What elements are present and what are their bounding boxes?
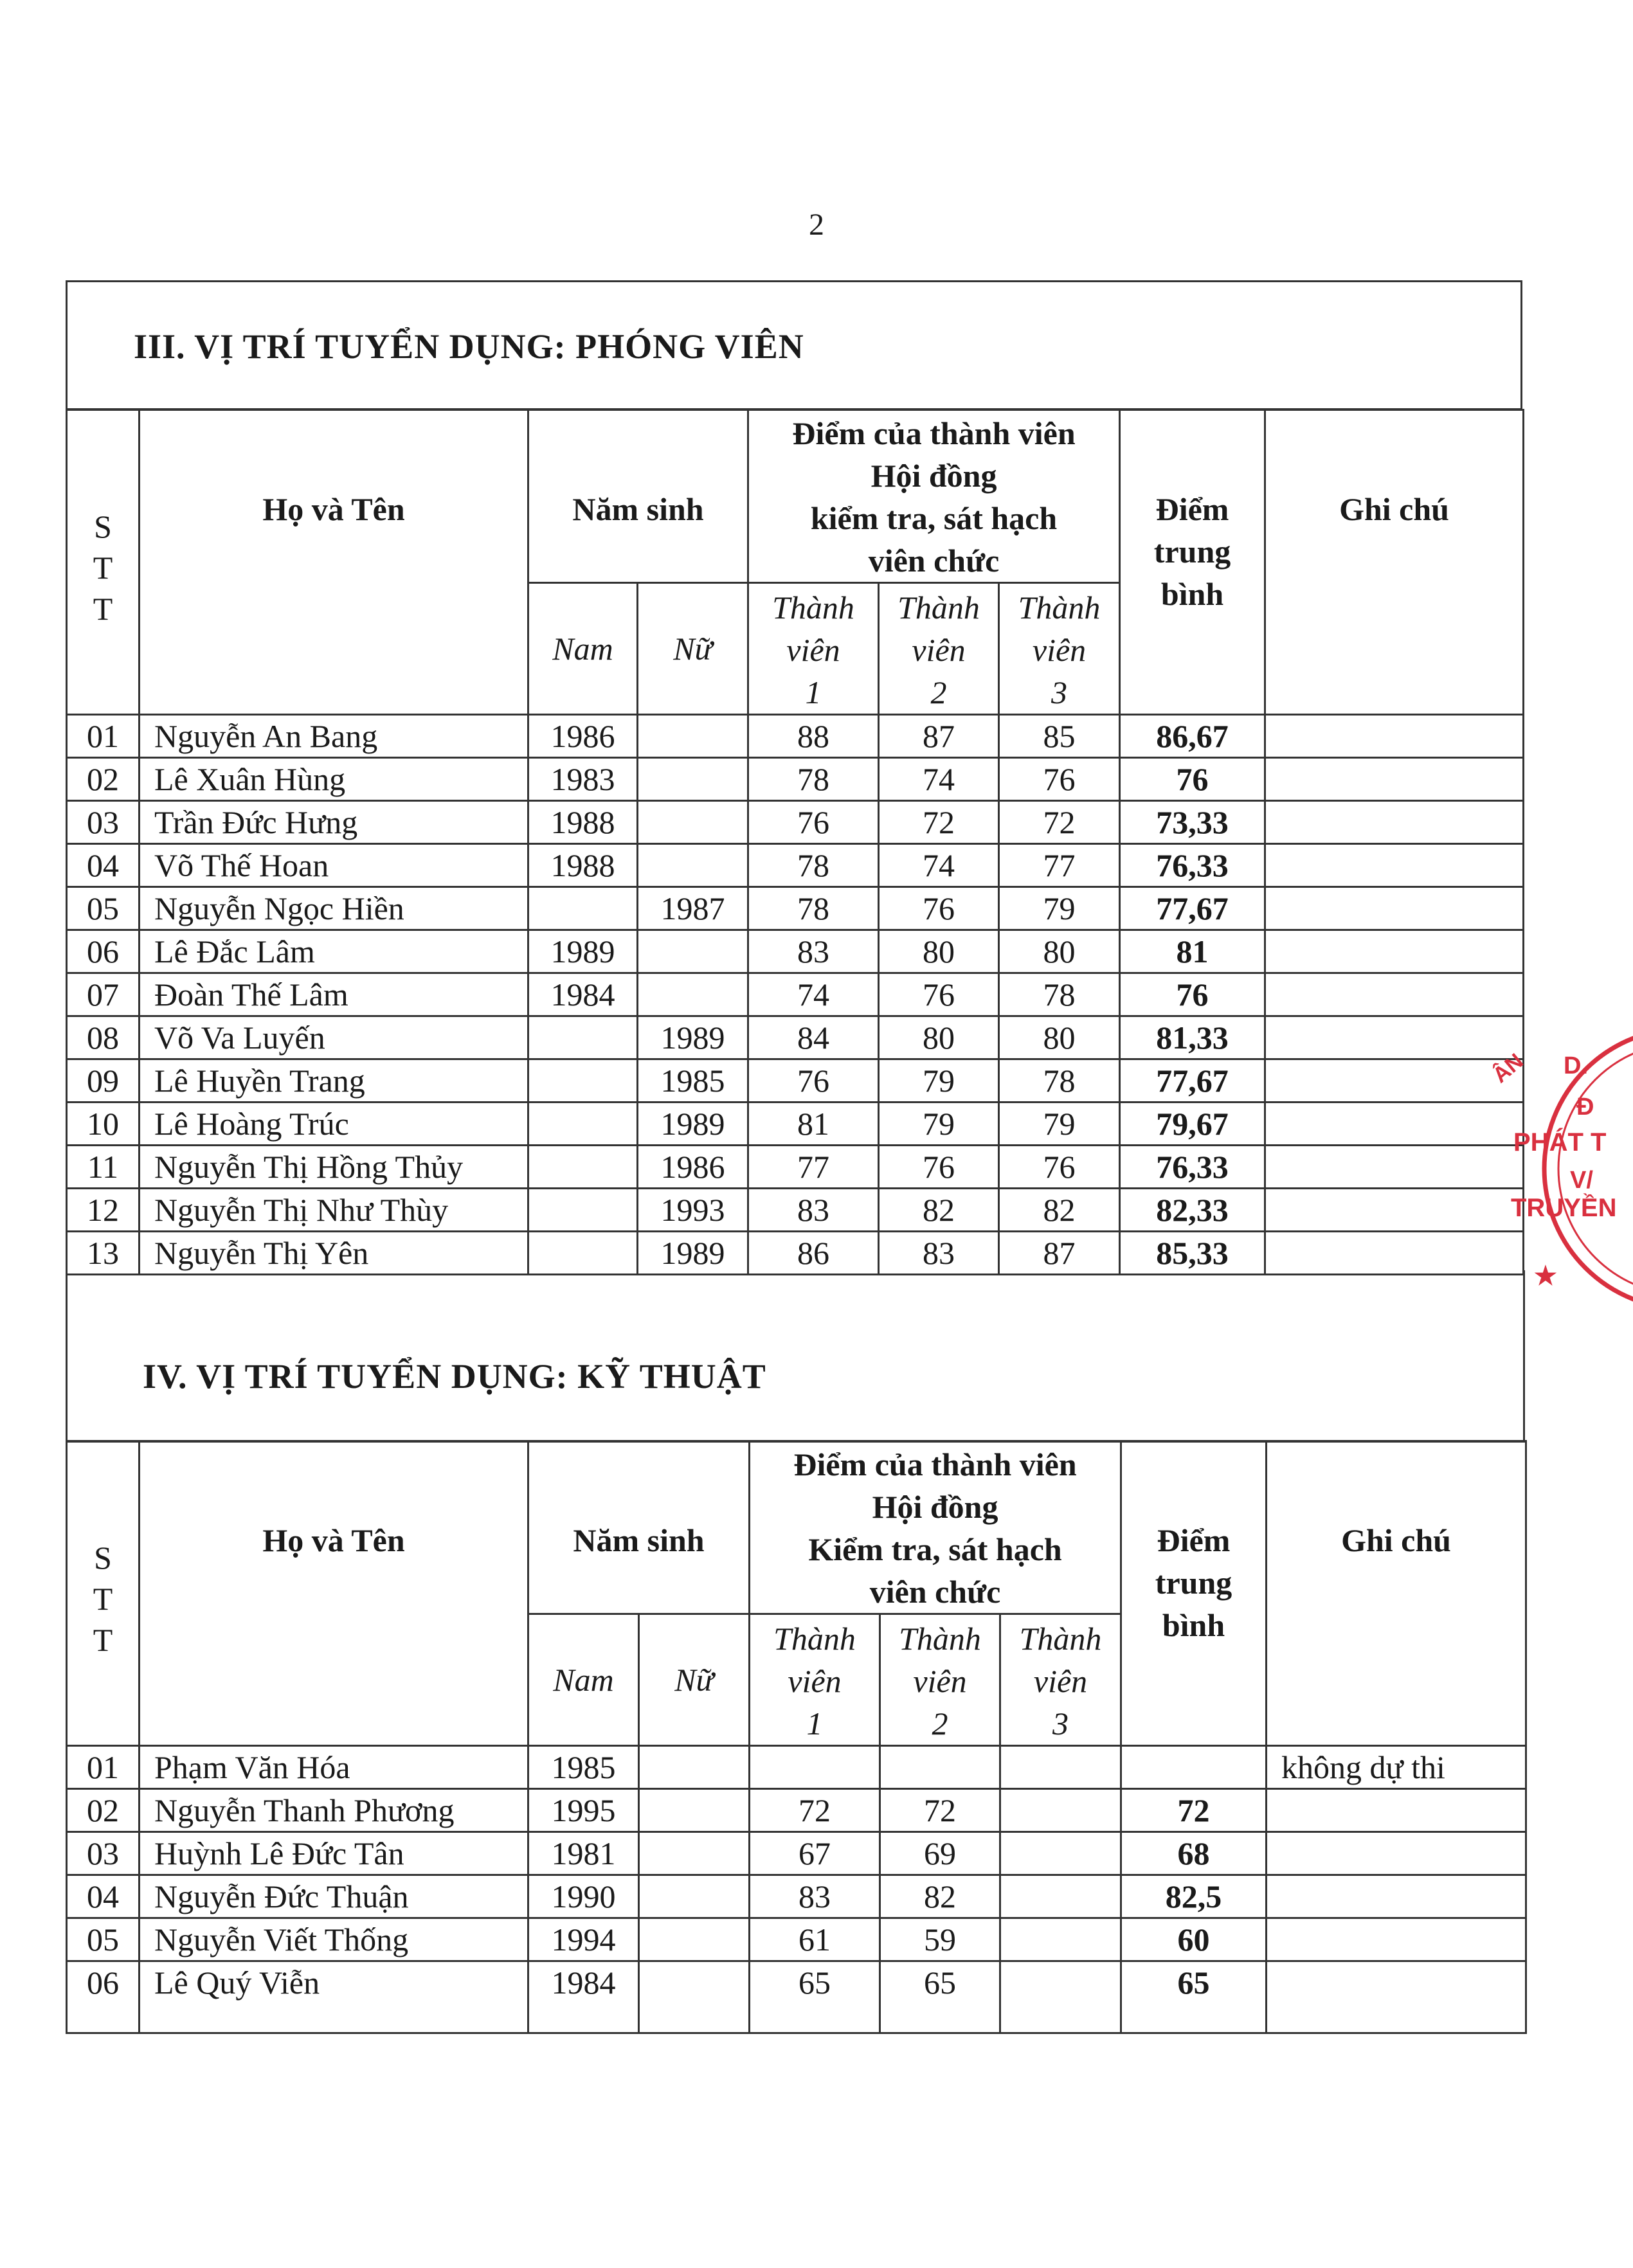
cell-female-year bbox=[638, 758, 748, 801]
cell-male-year: 1988 bbox=[528, 844, 638, 887]
cell-score-2: 80 bbox=[879, 930, 999, 973]
table-row bbox=[67, 1102, 1524, 1146]
cell-note bbox=[1265, 1189, 1524, 1232]
cell-note bbox=[1265, 930, 1524, 973]
cell-score-2: 69 bbox=[880, 1832, 1000, 1875]
cell-average: 73,33 bbox=[1120, 801, 1265, 844]
cell-stt: 03 bbox=[67, 801, 140, 844]
cell-stt: 04 bbox=[67, 1875, 140, 1918]
cell-male-year: 1981 bbox=[528, 1832, 639, 1875]
cell-note bbox=[1265, 1146, 1524, 1189]
cell-average: 81,33 bbox=[1120, 1016, 1265, 1059]
cell-score-2: 80 bbox=[879, 1016, 999, 1059]
cell-note bbox=[1265, 1102, 1524, 1146]
cell-score-1 bbox=[750, 1746, 880, 1789]
cell-average: 82,5 bbox=[1121, 1875, 1267, 1918]
cell-average: 72 bbox=[1121, 1789, 1267, 1832]
cell-score-1: 83 bbox=[748, 1189, 879, 1232]
cell-score-3: 80 bbox=[999, 1016, 1120, 1059]
cell-score-3: 78 bbox=[999, 1059, 1120, 1102]
cell-female-year: 1986 bbox=[638, 1146, 748, 1189]
cell-score-2: 87 bbox=[879, 715, 999, 758]
cell-name: Nguyễn Đức Thuận bbox=[140, 1875, 528, 1918]
cell-male-year bbox=[528, 1232, 638, 1275]
cell-female-year bbox=[638, 715, 748, 758]
cell-score-3: 78 bbox=[999, 973, 1120, 1016]
cell-stt: 06 bbox=[67, 930, 140, 973]
cell-name: Nguyễn Thị Như Thùy bbox=[140, 1189, 528, 1232]
table-row bbox=[67, 715, 1524, 758]
cell-name: Trần Đức Hưng bbox=[140, 801, 528, 844]
cell-score-3 bbox=[1000, 1961, 1121, 2033]
cell-stt: 03 bbox=[67, 1832, 140, 1875]
table-row bbox=[67, 1789, 1526, 1832]
header-name: Họ và Tên bbox=[140, 1441, 528, 1746]
cell-female-year: 1985 bbox=[638, 1059, 748, 1102]
cell-score-1: 78 bbox=[748, 844, 879, 887]
cell-female-year: 1989 bbox=[638, 1016, 748, 1059]
cell-score-3: 76 bbox=[999, 758, 1120, 801]
cell-note: không dự thi bbox=[1267, 1746, 1526, 1789]
cell-score-2 bbox=[880, 1746, 1000, 1789]
table-row bbox=[67, 1875, 1526, 1918]
cell-score-3: 79 bbox=[999, 887, 1120, 930]
cell-female-year bbox=[638, 844, 748, 887]
cell-score-3 bbox=[1000, 1875, 1121, 1918]
table-row bbox=[67, 1146, 1524, 1189]
cell-female-year bbox=[638, 930, 748, 973]
cell-note bbox=[1265, 1232, 1524, 1275]
cell-female-year: 1989 bbox=[638, 1232, 748, 1275]
cell-female-year: 1987 bbox=[638, 887, 748, 930]
cell-name: Nguyễn An Bang bbox=[140, 715, 528, 758]
table-row bbox=[67, 1059, 1524, 1102]
table-row bbox=[67, 844, 1524, 887]
cell-score-2: 74 bbox=[879, 758, 999, 801]
cell-score-1: 84 bbox=[748, 1016, 879, 1059]
cell-average: 68 bbox=[1121, 1832, 1267, 1875]
cell-score-1: 67 bbox=[750, 1832, 880, 1875]
cell-score-1: 83 bbox=[750, 1875, 880, 1918]
table-row bbox=[67, 1232, 1524, 1275]
table-row bbox=[67, 973, 1524, 1016]
cell-score-1: 72 bbox=[750, 1789, 880, 1832]
cell-score-2: 65 bbox=[880, 1961, 1000, 2033]
header-member-scores: Điểm của thành viên Hội đồng Kiểm tra, sát hạch viên chức bbox=[750, 1441, 1121, 1614]
cell-score-1: 78 bbox=[748, 887, 879, 930]
section-4-title: IV. VỊ TRÍ TUYỂN DỤNG: KỸ THUẬT bbox=[143, 1357, 766, 1396]
cell-note bbox=[1267, 1789, 1526, 1832]
table-row bbox=[67, 887, 1524, 930]
header-note: Ghi chú bbox=[1265, 410, 1524, 715]
seal-text-4: PHÁT T bbox=[1513, 1128, 1607, 1156]
cell-male-year: 1988 bbox=[528, 801, 638, 844]
cell-score-2: 83 bbox=[879, 1232, 999, 1275]
cell-average: 76 bbox=[1120, 758, 1265, 801]
cell-stt: 11 bbox=[67, 1146, 140, 1189]
cell-score-1: 65 bbox=[750, 1961, 880, 2033]
cell-score-1: 83 bbox=[748, 930, 879, 973]
cell-average bbox=[1121, 1746, 1267, 1789]
cell-note bbox=[1265, 1016, 1524, 1059]
section-3-table bbox=[66, 409, 1524, 1275]
cell-male-year bbox=[528, 1102, 638, 1146]
cell-stt: 13 bbox=[67, 1232, 140, 1275]
cell-male-year: 1983 bbox=[528, 758, 638, 801]
cell-male-year: 1984 bbox=[528, 1961, 639, 2033]
cell-male-year: 1986 bbox=[528, 715, 638, 758]
cell-female-year bbox=[639, 1832, 750, 1875]
cell-name: Lê Huyền Trang bbox=[140, 1059, 528, 1102]
cell-average: 65 bbox=[1121, 1961, 1267, 2033]
cell-name: Lê Xuân Hùng bbox=[140, 758, 528, 801]
cell-stt: 12 bbox=[67, 1189, 140, 1232]
cell-score-2: 59 bbox=[880, 1918, 1000, 1961]
cell-female-year bbox=[639, 1746, 750, 1789]
cell-stt: 09 bbox=[67, 1059, 140, 1102]
cell-score-3: 87 bbox=[999, 1232, 1120, 1275]
cell-score-3: 80 bbox=[999, 930, 1120, 973]
header-birth-year: Năm sinh bbox=[528, 410, 748, 583]
header-member-2: Thành viên 2 bbox=[879, 583, 999, 715]
cell-stt: 10 bbox=[67, 1102, 140, 1146]
cell-score-1: 86 bbox=[748, 1232, 879, 1275]
cell-score-3: 79 bbox=[999, 1102, 1120, 1146]
cell-male-year bbox=[528, 1189, 638, 1232]
cell-female-year bbox=[639, 1918, 750, 1961]
cell-score-1: 76 bbox=[748, 801, 879, 844]
cell-score-2: 79 bbox=[879, 1102, 999, 1146]
cell-score-3 bbox=[1000, 1746, 1121, 1789]
cell-stt: 07 bbox=[67, 973, 140, 1016]
header-stt: S T T bbox=[67, 1441, 140, 1746]
cell-name: Lê Đắc Lâm bbox=[140, 930, 528, 973]
cell-female-year bbox=[639, 1789, 750, 1832]
table-row bbox=[67, 930, 1524, 973]
cell-note bbox=[1265, 758, 1524, 801]
cell-average: 60 bbox=[1121, 1918, 1267, 1961]
cell-name: Nguyễn Thanh Phương bbox=[140, 1789, 528, 1832]
seal-text-3: Đ bbox=[1576, 1094, 1594, 1120]
cell-average: 76,33 bbox=[1120, 1146, 1265, 1189]
cell-score-1: 74 bbox=[748, 973, 879, 1016]
cell-note bbox=[1267, 1918, 1526, 1961]
cell-stt: 01 bbox=[67, 1746, 140, 1789]
cell-female-year bbox=[639, 1875, 750, 1918]
seal-text-6: TRUYỀN bbox=[1511, 1194, 1617, 1222]
cell-name: Nguyễn Viết Thống bbox=[140, 1918, 528, 1961]
cell-name: Lê Quý Viễn bbox=[140, 1961, 528, 2033]
cell-male-year: 1984 bbox=[528, 973, 638, 1016]
cell-note bbox=[1265, 715, 1524, 758]
cell-average: 77,67 bbox=[1120, 1059, 1265, 1102]
cell-note bbox=[1265, 887, 1524, 930]
cell-score-3: 77 bbox=[999, 844, 1120, 887]
cell-stt: 02 bbox=[67, 1789, 140, 1832]
table-row bbox=[67, 1918, 1526, 1961]
cell-name: Lê Hoàng Trúc bbox=[140, 1102, 528, 1146]
seal-text-5: V/ bbox=[1570, 1167, 1593, 1194]
cell-score-1: 76 bbox=[748, 1059, 879, 1102]
cell-score-3 bbox=[1000, 1789, 1121, 1832]
cell-stt: 02 bbox=[67, 758, 140, 801]
cell-score-1: 88 bbox=[748, 715, 879, 758]
cell-female-year: 1993 bbox=[638, 1189, 748, 1232]
cell-score-2: 72 bbox=[880, 1789, 1000, 1832]
cell-score-3 bbox=[1000, 1832, 1121, 1875]
cell-average: 81 bbox=[1120, 930, 1265, 973]
cell-note bbox=[1267, 1875, 1526, 1918]
section-3-title: III. VỊ TRÍ TUYỂN DỤNG: PHÓNG VIÊN bbox=[134, 327, 804, 366]
cell-score-2: 79 bbox=[879, 1059, 999, 1102]
cell-note bbox=[1267, 1961, 1526, 2033]
cell-score-2: 76 bbox=[879, 973, 999, 1016]
cell-score-1: 61 bbox=[750, 1918, 880, 1961]
cell-score-2: 76 bbox=[879, 887, 999, 930]
cell-score-3: 85 bbox=[999, 715, 1120, 758]
header-member-1: Thành viên 1 bbox=[750, 1614, 880, 1746]
cell-female-year bbox=[638, 973, 748, 1016]
cell-male-year bbox=[528, 887, 638, 930]
cell-score-3 bbox=[1000, 1918, 1121, 1961]
cell-note bbox=[1265, 1059, 1524, 1102]
cell-stt: 01 bbox=[67, 715, 140, 758]
seal-text-1: ÂN bbox=[1488, 1048, 1528, 1088]
cell-average: 79,67 bbox=[1120, 1102, 1265, 1146]
cell-name: Võ Va Luyến bbox=[140, 1016, 528, 1059]
header-female: Nữ bbox=[638, 583, 748, 715]
table-row bbox=[67, 1832, 1526, 1875]
cell-score-3: 82 bbox=[999, 1189, 1120, 1232]
cell-female-year bbox=[638, 801, 748, 844]
cell-average: 76 bbox=[1120, 973, 1265, 1016]
cell-note bbox=[1265, 973, 1524, 1016]
table-row bbox=[67, 1746, 1526, 1789]
cell-name: Phạm Văn Hóa bbox=[140, 1746, 528, 1789]
header-member-1: Thành viên 1 bbox=[748, 583, 879, 715]
cell-score-2: 82 bbox=[880, 1875, 1000, 1918]
cell-average: 76,33 bbox=[1120, 844, 1265, 887]
header-male: Nam bbox=[528, 583, 638, 715]
cell-name: Nguyễn Ngọc Hiền bbox=[140, 887, 528, 930]
cell-score-2: 74 bbox=[879, 844, 999, 887]
cell-score-3: 76 bbox=[999, 1146, 1120, 1189]
cell-score-1: 77 bbox=[748, 1146, 879, 1189]
table-row bbox=[67, 1961, 1526, 2033]
cell-note bbox=[1265, 844, 1524, 887]
cell-stt: 05 bbox=[67, 887, 140, 930]
cell-name: Huỳnh Lê Đức Tân bbox=[140, 1832, 528, 1875]
section-4-table bbox=[66, 1440, 1527, 2034]
cell-note bbox=[1265, 801, 1524, 844]
cell-score-2: 76 bbox=[879, 1146, 999, 1189]
header-member-3: Thành viên 3 bbox=[1000, 1614, 1121, 1746]
cell-female-year bbox=[639, 1961, 750, 2033]
seal-star-icon: ★ bbox=[1534, 1262, 1557, 1290]
cell-average: 77,67 bbox=[1120, 887, 1265, 930]
cell-average: 86,67 bbox=[1120, 715, 1265, 758]
cell-name: Nguyễn Thị Yên bbox=[140, 1232, 528, 1275]
table-row bbox=[67, 758, 1524, 801]
cell-name: Võ Thế Hoan bbox=[140, 844, 528, 887]
cell-score-2: 72 bbox=[879, 801, 999, 844]
cell-stt: 08 bbox=[67, 1016, 140, 1059]
cell-score-3: 72 bbox=[999, 801, 1120, 844]
cell-score-2: 82 bbox=[879, 1189, 999, 1232]
cell-male-year: 1985 bbox=[528, 1746, 639, 1789]
header-stt: S T T bbox=[67, 410, 140, 715]
header-birth-year: Năm sinh bbox=[528, 1441, 750, 1614]
cell-name: Đoàn Thế Lâm bbox=[140, 973, 528, 1016]
cell-female-year: 1989 bbox=[638, 1102, 748, 1146]
table-row bbox=[67, 1016, 1524, 1059]
cell-stt: 06 bbox=[67, 1961, 140, 2033]
header-member-3: Thành viên 3 bbox=[999, 583, 1120, 715]
table-row bbox=[67, 801, 1524, 844]
cell-male-year: 1995 bbox=[528, 1789, 639, 1832]
cell-name: Nguyễn Thị Hồng Thủy bbox=[140, 1146, 528, 1189]
header-female: Nữ bbox=[639, 1614, 750, 1746]
header-male: Nam bbox=[528, 1614, 639, 1746]
header-average: Điểm trung bình bbox=[1120, 410, 1265, 715]
header-note: Ghi chú bbox=[1267, 1441, 1526, 1746]
page-number: 2 bbox=[809, 208, 824, 242]
header-name: Họ và Tên bbox=[140, 410, 528, 715]
cell-male-year: 1989 bbox=[528, 930, 638, 973]
seal-text-2: D. bbox=[1564, 1052, 1588, 1079]
cell-stt: 04 bbox=[67, 844, 140, 887]
cell-male-year: 1990 bbox=[528, 1875, 639, 1918]
header-member-scores: Điểm của thành viên Hội đồng kiểm tra, sát hạch viên chức bbox=[748, 410, 1120, 583]
table-row bbox=[67, 1189, 1524, 1232]
cell-average: 82,33 bbox=[1120, 1189, 1265, 1232]
official-seal bbox=[1488, 1029, 1617, 1311]
header-member-2: Thành viên 2 bbox=[880, 1614, 1000, 1746]
cell-score-1: 81 bbox=[748, 1102, 879, 1146]
cell-male-year bbox=[528, 1059, 638, 1102]
cell-male-year: 1994 bbox=[528, 1918, 639, 1961]
cell-male-year bbox=[528, 1146, 638, 1189]
cell-score-1: 78 bbox=[748, 758, 879, 801]
header-average: Điểm trung bình bbox=[1121, 1441, 1267, 1746]
cell-male-year bbox=[528, 1016, 638, 1059]
cell-note bbox=[1267, 1832, 1526, 1875]
cell-average: 85,33 bbox=[1120, 1232, 1265, 1275]
cell-stt: 05 bbox=[67, 1918, 140, 1961]
